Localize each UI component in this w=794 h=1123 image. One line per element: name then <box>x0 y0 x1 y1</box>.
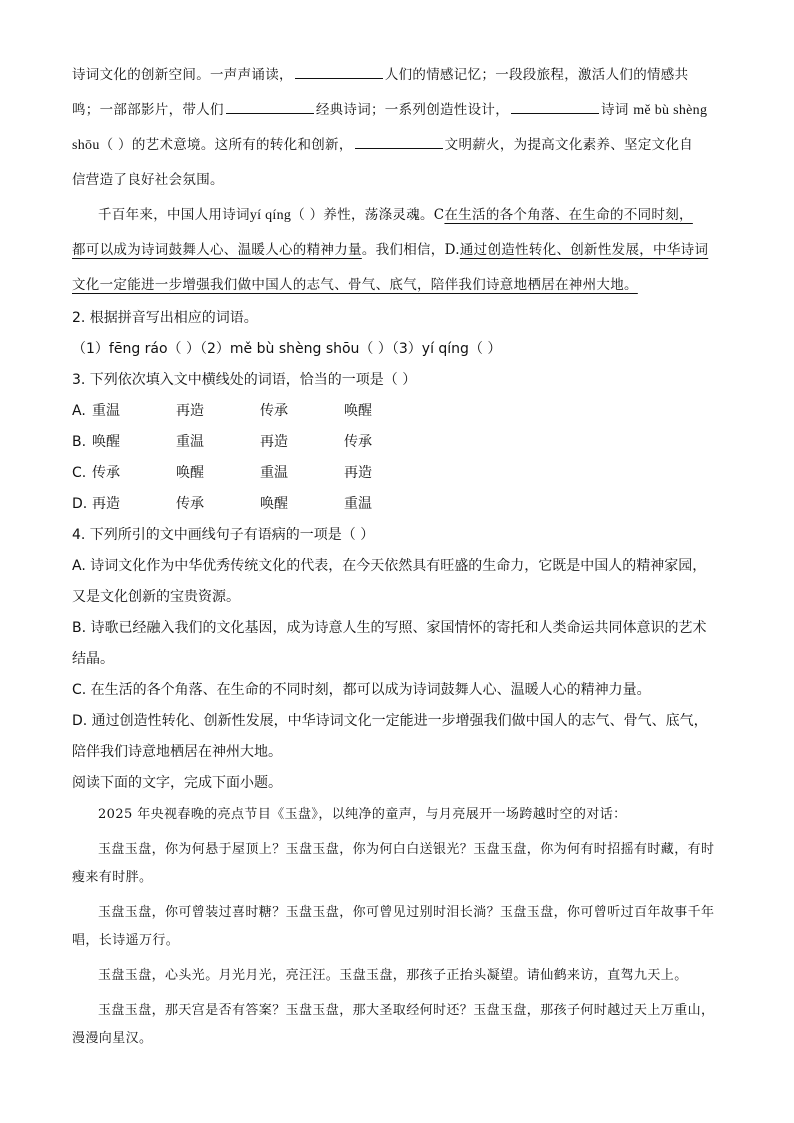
option-word: 传承 <box>260 403 288 419</box>
passage-paragraph-1 <box>72 58 724 198</box>
option-text: A. 诗词文化作为中华优秀传统文化的代表，在今天依然具有旺盛的生命力，它既是中国人的精神家园， <box>72 558 707 574</box>
option-row-d[interactable] <box>72 489 724 520</box>
passage-text: 诗词文化的创新空间。一声声诵读， <box>72 67 293 83</box>
option-word: 再造 <box>260 434 288 450</box>
passage-paragraph-2 <box>72 198 724 303</box>
option-word: 唤醒 <box>260 496 288 512</box>
reading-passage <box>72 801 724 1053</box>
question-3-stem: 3. 下列依次填入文中横线处的词语，恰当的一项是（ ） <box>72 372 417 388</box>
fill-blank-4[interactable] <box>355 134 443 149</box>
question-4-option-c[interactable] <box>72 675 724 706</box>
option-word: 传承 <box>176 496 204 512</box>
option-text: B. 诗歌已经融入我们的文化基因，成为诗意人生的写照、家国情怀的寄托和人类命运共同体意识的艺术 <box>72 620 707 636</box>
option-word: 再造 <box>344 465 372 481</box>
option-word: 传承 <box>344 434 372 450</box>
option-word: 唤醒 <box>92 434 120 450</box>
fill-blank-2[interactable] <box>226 99 314 114</box>
passage-text: 经典诗词；一系列创造性设计， <box>315 102 510 118</box>
option-text: 结晶。 <box>72 651 114 667</box>
option-key: B. <box>72 434 87 450</box>
pinyin-text: shōu <box>72 138 100 153</box>
passage-text: 千百年来，中国人用诗词 <box>98 207 250 223</box>
passage-text: 。我们相信，D. <box>361 242 460 258</box>
option-row-b[interactable] <box>72 427 724 458</box>
option-word: 再造 <box>176 403 204 419</box>
passage-text: 文明薪火，为提高文化素养、坚定文化自 <box>444 137 694 153</box>
fill-blank-1[interactable] <box>295 64 383 79</box>
question-4-option-d[interactable] <box>72 706 724 768</box>
passage-text: 鸣；一部部影片，带人们 <box>72 102 224 118</box>
underlined-sentence-d: 通过创造性转化、创新性发展，中华诗词 <box>459 242 709 258</box>
reading-paragraph: 玉盘玉盘，心头光。月光月光，亮汪汪。玉盘玉盘，那孩子正抬头凝望。请仙鹤来访，直驾九天上。 <box>98 968 688 983</box>
option-key: C. <box>72 465 87 481</box>
option-word: 重温 <box>176 434 204 450</box>
passage-text: （ ）养性，荡涤灵魂。C <box>291 207 445 223</box>
pinyin-text: yí qíng <box>249 208 292 223</box>
reading-paragraph: 玉盘玉盘，你可曾装过喜时糖？玉盘玉盘，你可曾见过别时泪长淌？玉盘玉盘，你可曾听过百年故事千年唱，长诗遥万行。 <box>72 905 715 948</box>
option-word: 重温 <box>260 465 288 481</box>
underlined-sentence-c: 在生活的各个角落、在生命的不同时刻， <box>444 207 693 223</box>
underlined-sentence-c: 都可以成为诗词鼓舞人心、温暖人心的精神力量 <box>72 242 362 258</box>
underlined-sentence-d: 文化一定能进一步增强我们做中国人的志气、骨气、底气，陪伴我们诗意地栖居在神州大地。 <box>72 277 638 293</box>
question-3-options <box>72 396 724 520</box>
question-2-stem: 2. 根据拼音写出相应的词语。 <box>72 310 258 326</box>
passage-text: 信营造了良好社会氛围。 <box>72 172 224 188</box>
passage-text: 诗词 <box>601 102 629 118</box>
option-word: 重温 <box>344 496 372 512</box>
reading-paragraph: 玉盘玉盘，那天宫是否有答案？玉盘玉盘，那大圣取经何时还？玉盘玉盘，那孩子何时越过天上万重山，漫漫向星汉。 <box>72 1003 715 1046</box>
option-text: C. 在生活的各个角落、在生命的不同时刻，都可以成为诗词鼓舞人心、温暖人心的精神力量。 <box>72 682 651 698</box>
pinyin-text: mě bù shèng <box>633 103 708 118</box>
option-text: D. 通过创造性转化、创新性发展，中华诗词文化一定能进一步增强我们做中国人的志气、骨气、底气， <box>72 713 708 729</box>
question-4-stem: 4. 下列所引的文中画线句子有语病的一项是（ ） <box>72 527 375 543</box>
question-2-items: （1）fēng ráo（ ）（2）mě bù shèng shōu（ ）（3）yí qíng（ ） <box>72 341 502 357</box>
option-word: 传承 <box>92 465 120 481</box>
question-4-option-b[interactable] <box>72 613 724 675</box>
passage-text: （ ）的艺术意境。这所有的转化和创新， <box>99 137 353 153</box>
option-word: 再造 <box>92 496 120 512</box>
document-page <box>72 58 724 1060</box>
option-text: 陪伴我们诗意地栖居在神州大地。 <box>72 744 282 760</box>
fill-blank-3[interactable] <box>511 99 599 114</box>
question-4-option-a[interactable] <box>72 551 724 613</box>
option-word: 唤醒 <box>176 465 204 481</box>
passage-text: 人们的情感记忆；一段段旅程，激活人们的情感共 <box>384 67 689 83</box>
option-text: 又是文化创新的宝贵资源。 <box>72 589 240 605</box>
reading-intro: 阅读下面的文字，完成下面小题。 <box>72 775 282 791</box>
option-word: 唤醒 <box>344 403 372 419</box>
reading-paragraph: 2025 年央视春晚的亮点节目《玉盘》，以纯净的童声，与月亮展开一场跨越时空的对话： <box>98 807 627 822</box>
option-key: D. <box>72 496 88 512</box>
option-key: A. <box>72 403 86 419</box>
option-row-c[interactable] <box>72 458 724 489</box>
reading-paragraph: 玉盘玉盘，你为何悬于屋顶上？玉盘玉盘，你为何白白送银光？玉盘玉盘，你为何有时招摇有时藏，有时瘦来有时胖。 <box>72 842 715 885</box>
option-row-a[interactable] <box>72 396 724 427</box>
option-word: 重温 <box>92 403 120 419</box>
